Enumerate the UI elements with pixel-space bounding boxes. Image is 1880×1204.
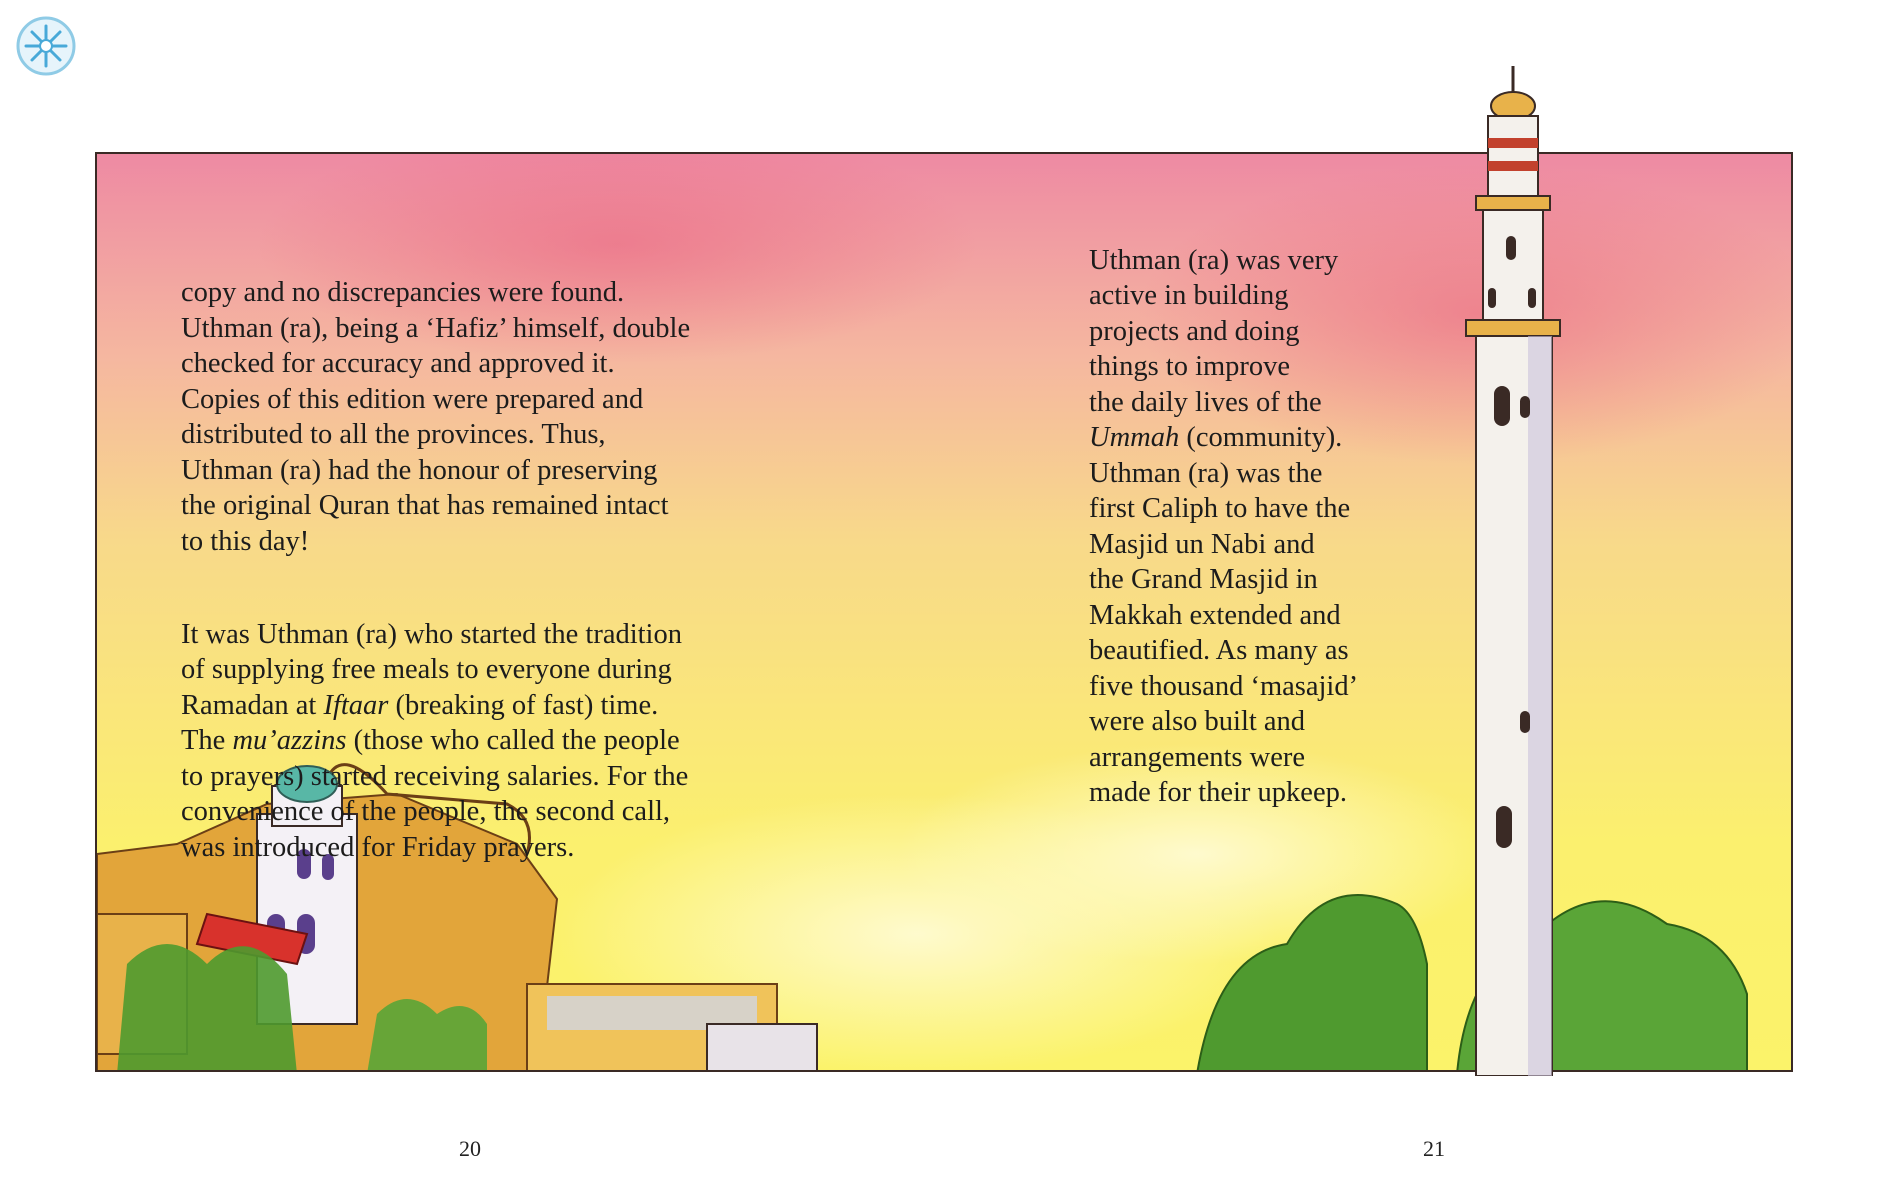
text-segment: (those who called the people to prayers) started receiving salaries. For the convenience of the people, the second call, was introduced for Friday prayers. <box>181 725 689 863</box>
page-number-left: 20 <box>459 1136 481 1161</box>
text-segment: Uthman (ra) was very active in building projects and doing things to improve the daily lives of the <box>1089 244 1339 418</box>
left-page-text <box>181 204 781 923</box>
italic-term: Iftaar <box>323 689 389 721</box>
text-segment: copy and no discrepancies were found. Uthman (ra), being a ‘Hafiz’ himself, double checked for accuracy and approved it. Copies of this edition were prepared and distributed to all the provinces. Thus, Uthman (ra) had the honour of preserving the original Quran that has remained intact to this day! <box>181 277 691 557</box>
text-segment: (breaking of fast) time. The <box>181 689 659 756</box>
left-paragraph-2 <box>181 617 781 866</box>
snowflake-logo-icon <box>14 14 78 78</box>
page-number-right: 21 <box>1423 1136 1445 1161</box>
minaret-illustration <box>1428 66 1598 1076</box>
right-paragraph-1 <box>1089 243 1409 811</box>
left-paragraph-1 <box>181 240 781 560</box>
text-segment: (community). Uthman (ra) was the first Caliph to have the Masjid un Nabi and the Grand Masjid in Makkah extended and beautified. As many as five thousand ‘masajid’ were also built and arrangements were made for their upkeep. <box>1089 422 1359 808</box>
italic-term: Ummah <box>1089 422 1180 453</box>
text-segment: It was Uthman (ra) who started the tradition of supplying free meals to everyone during Ramadan at <box>181 618 682 721</box>
right-page-text <box>1089 207 1409 868</box>
italic-term: mu’azzins <box>232 725 347 756</box>
